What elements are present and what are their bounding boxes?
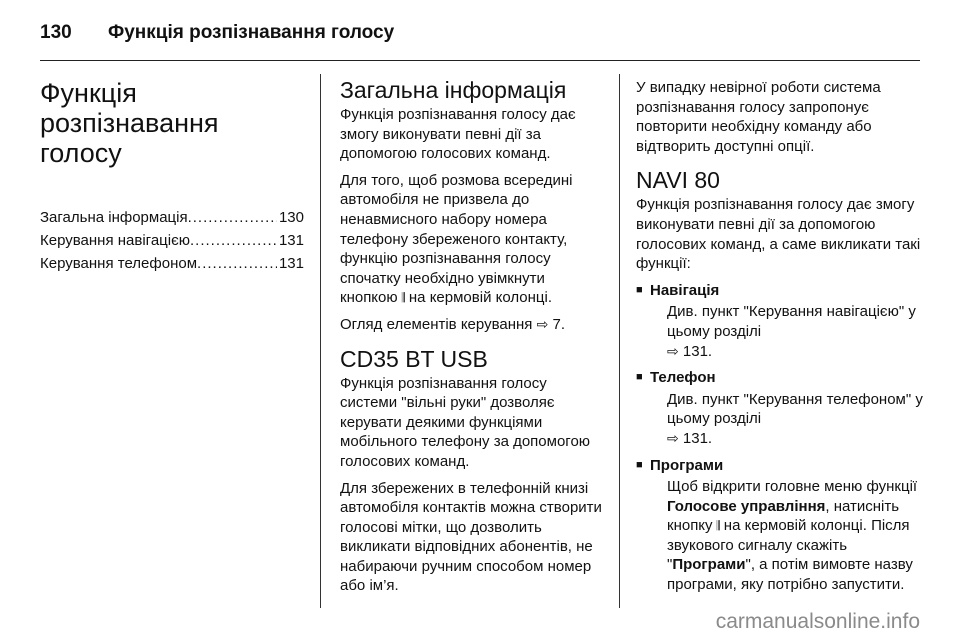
toc-entry[interactable]: [40, 208, 304, 231]
column-divider: [320, 74, 321, 608]
chapter-title: [40, 78, 304, 168]
column-left: [40, 78, 304, 277]
section-heading-navi80: NAVI 80: [636, 167, 720, 194]
page-reference-arrow-icon: ⇨: [667, 429, 679, 446]
paragraph: Функція розпізнавання голосу системи "вільні руки" дозволяє керувати деякими функціями мобільного телефону за допомогою голосових команд.: [340, 374, 591, 470]
chapter-title-line: голосу: [40, 138, 122, 168]
paragraph-text: Огляд елементів керування: [340, 315, 537, 333]
list-item-text: [636, 477, 926, 595]
toc-entry[interactable]: [40, 254, 304, 277]
menu-name: Голосове управління: [667, 497, 826, 515]
list-item: [636, 456, 926, 476]
list-item: [636, 368, 926, 388]
toc-leader: [188, 208, 277, 228]
voice-button-icon: 𝄂: [716, 518, 720, 534]
list-item-text: [636, 302, 926, 361]
paragraph-text: ", а потім вимовте назву програми, яку потрібно запустити.: [667, 556, 913, 594]
paragraph-text: Див. пункт "Керування телефоном" у цьому розділі: [667, 390, 923, 428]
bullet-icon: ■: [636, 371, 643, 384]
column-divider: [619, 74, 620, 608]
bullet-icon: ■: [636, 458, 643, 471]
list-item-title: Телефон: [650, 369, 716, 387]
chapter-title-line: Функція: [40, 78, 137, 108]
list-item-title: Навігація: [650, 281, 720, 299]
page-reference-arrow-icon: ⇨: [536, 315, 549, 332]
command-name: Програми: [672, 556, 746, 574]
toc-label: Загальна інформація: [40, 209, 188, 226]
list-item-text: [636, 390, 926, 449]
paragraph: Для збережених в телефонній книзі автомобіля контактів можна створити голосові мітки, що дозволить викликати відповідних абонентів, не набираючи ручним способом номер або ім’я.: [340, 479, 602, 595]
section-heading-cd35: CD35 BT USB: [340, 345, 488, 372]
paragraph-text: , натисніть кнопку: [667, 497, 900, 535]
column-right: [636, 78, 926, 602]
list-item-title: Програми: [650, 456, 724, 474]
toc-page: 131: [278, 232, 304, 249]
paragraph-text: на кермовій колонці. Після звукового сигналу скажіть ": [667, 517, 910, 574]
running-title: Функція розпізнавання голосу: [108, 22, 395, 43]
page-reference[interactable]: 131.: [682, 429, 713, 447]
paragraph-text: Щоб відкрити головне меню функції: [667, 478, 918, 496]
chapter-title-line: розпізнавання: [40, 108, 219, 138]
page-reference[interactable]: 131.: [682, 342, 713, 360]
toc-page: 131: [278, 255, 304, 272]
paragraph: [340, 171, 605, 308]
section-heading-general: Загальна інформація: [340, 77, 567, 103]
toc-entry[interactable]: [40, 231, 304, 254]
bullet-icon: ■: [636, 283, 643, 296]
watermark: carmanualsonline.info: [715, 610, 920, 633]
voice-button-icon: 𝄂: [401, 290, 405, 306]
paragraph: У випадку невірної роботи система розпізнавання голосу запропонує повторити необхідну команду або відтворить доступні опції.: [636, 79, 881, 155]
paragraph-text: на кермовій колонці.: [404, 289, 552, 307]
paragraph: Функція розпізнавання голосу дає змогу виконувати певні дії за допомогою голосових команд, а саме викликати такі функції:: [636, 196, 921, 273]
toc-label: Керування телефоном: [40, 255, 198, 272]
toc-page: 130: [278, 209, 304, 226]
paragraph-text: Для того, щоб розмова всередині автомобіля не призвела до ненавмисного набору номера телефону збереженого контакту, функцію розпізнавання голосу спочатку необхідно увімкнути кнопкою: [340, 171, 573, 307]
page-reference[interactable]: 7.: [552, 315, 565, 333]
table-of-contents: [40, 208, 304, 277]
header-rule: [40, 60, 920, 61]
paragraph: [340, 315, 605, 335]
paragraph-text: Див. пункт "Керування навігацією" у цьому розділі: [667, 303, 916, 340]
column-middle: [340, 78, 605, 603]
list-item: [636, 281, 926, 301]
toc-leader: [197, 254, 277, 274]
toc-leader: [190, 231, 277, 251]
page-reference-arrow-icon: ⇨: [667, 342, 679, 359]
toc-label: Керування навігацією: [40, 232, 190, 249]
paragraph: Функція розпізнавання голосу дає змогу виконувати певні дії за допомогою голосових команд.: [340, 106, 576, 163]
page-number: 130: [40, 22, 72, 43]
